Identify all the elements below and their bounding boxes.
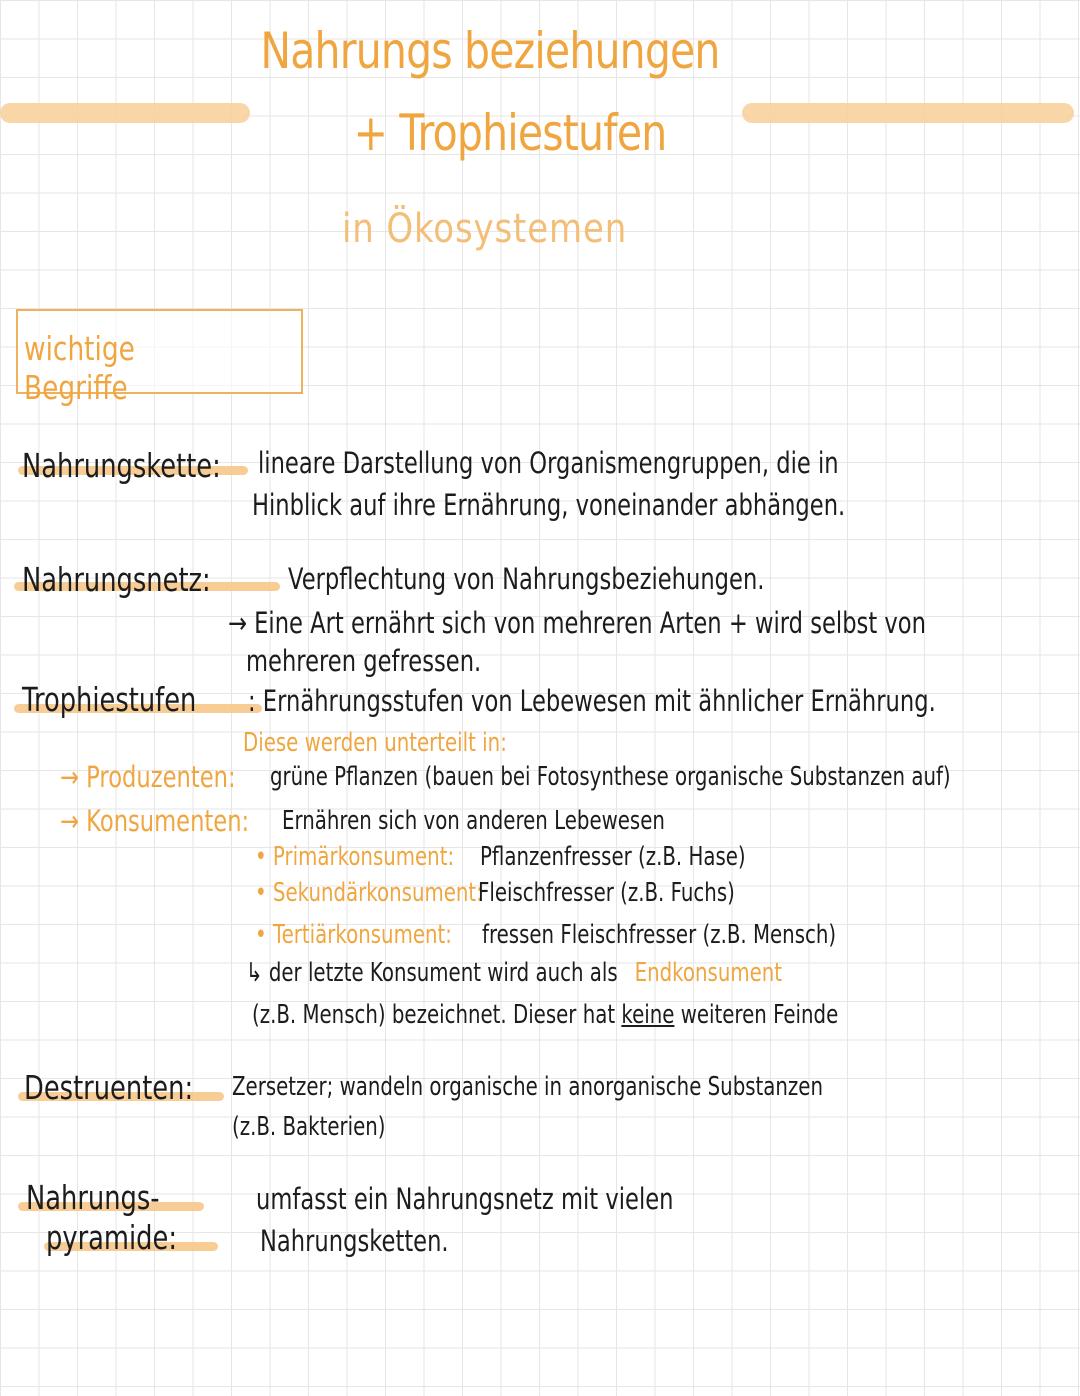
term-nahrungspyramide-2: pyramide: — [46, 1218, 178, 1257]
nahrungsnetz-line3: mehreren gefressen. — [246, 644, 482, 678]
pyramide-line1: umfasst ein Nahrungsnetz mit vielen — [256, 1182, 674, 1216]
section-label: wichtige Begriffe — [24, 329, 135, 407]
term-destruenten: Destruenten: — [24, 1068, 194, 1107]
term-nahrungsnetz: Nahrungsnetz: — [22, 560, 211, 599]
title-bar-right — [742, 103, 1074, 123]
tertiaerkonsument-label: • Tertiärkonsument: — [255, 920, 452, 950]
section-label-box — [16, 309, 303, 407]
destruenten-line2: (z.B. Bakterien) — [232, 1112, 386, 1142]
nahrungskette-line2: Hinblick auf ihre Ernährung, voneinander abhängen. — [252, 488, 846, 522]
term-nahrungspyramide-1: Nahrungs- — [26, 1178, 160, 1217]
pyramide-line2: Nahrungsketten. — [260, 1224, 449, 1258]
destruenten-line1: Zersetzer; wandeln organische in anorganische Substanzen — [232, 1072, 823, 1102]
produzenten-text: grüne Pflanzen (bauen bei Fotosynthese organische Substanzen auf) — [270, 762, 951, 792]
endkonsument-line2 — [252, 1000, 838, 1030]
endkonsument-keine: keine — [621, 1000, 675, 1030]
konsumenten-label: → Konsumenten: — [60, 804, 250, 838]
page-title-line2: + Trophiestufen — [353, 104, 667, 162]
primaerkonsument-text: Pflanzenfresser (z.B. Hase) — [480, 842, 746, 872]
page-subtitle: in Ökosystemen — [342, 206, 628, 252]
sekundaerkonsument-label: • Sekundärkonsument: — [255, 878, 483, 908]
term-trophiestufen: Trophiestufen — [22, 680, 197, 719]
title-bar-left — [0, 103, 250, 123]
term-nahrungskette: Nahrungskette: — [22, 446, 221, 485]
nahrungsnetz-line2: → Eine Art ernährt sich von mehreren Arten + wird selbst von — [228, 606, 926, 640]
trophiestufen-definition: : Ernährungsstufen von Lebewesen mit ähnlicher Ernährung. — [248, 684, 936, 718]
primaerkonsument-label: • Primärkonsument: — [255, 842, 455, 872]
konsumenten-text: Ernähren sich von anderen Lebewesen — [282, 806, 665, 836]
endkonsument-line2-rest: weiteren Feinde — [680, 1000, 839, 1030]
endkonsument-line2-text: (z.B. Mensch) bezeichnet. Dieser hat — [252, 1000, 616, 1030]
tertiaerkonsument-text: fressen Fleischfresser (z.B. Mensch) — [482, 920, 837, 950]
endkonsument-term: Endkonsument — [634, 958, 783, 988]
endkonsument-line1 — [246, 958, 782, 988]
produzenten-label: → Produzenten: — [60, 760, 236, 794]
endkonsument-line1-text: ↳ der letzte Konsument wird auch als — [246, 958, 618, 988]
trophiestufen-intro: Diese werden unterteilt in: — [243, 728, 507, 758]
page-title-line1: Nahrungs beziehungen — [260, 22, 720, 80]
sekundaerkonsument-text: Fleischfresser (z.B. Fuchs) — [478, 878, 735, 908]
nahrungsnetz-line1: Verpflechtung von Nahrungsbeziehungen. — [288, 562, 765, 596]
nahrungskette-line1: lineare Darstellung von Organismengruppen, die in — [258, 446, 839, 480]
